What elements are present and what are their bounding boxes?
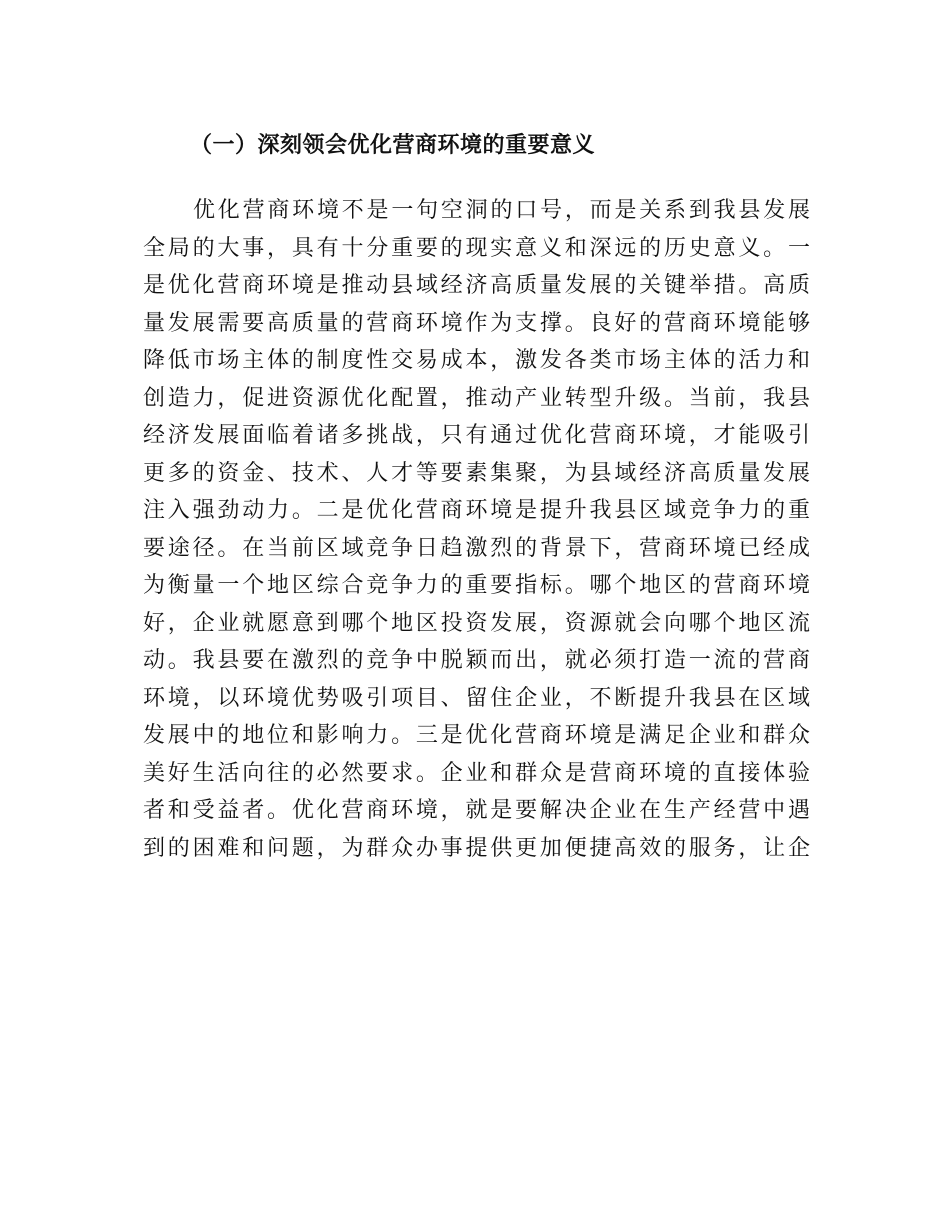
paragraph-line: 动。我县要在激烈的竞争中脱颖而出，就必须打造一流的营商 [143,648,810,673]
paragraph-line: 优化营商环境不是一句空洞的口号，而是关系到我县发展 [193,198,810,223]
paragraph-line: 美好生活向往的必然要求。企业和群众是营商环境的直接体验 [143,760,810,786]
paragraph-line: 全局的大事，具有十分重要的现实意义和深远的历史意义。一 [143,235,810,261]
body-paragraph [143,192,810,867]
paragraph-line: 环境，以环境优势吸引项目、留住企业，不断提升我县在区域 [143,685,810,711]
paragraph-line: 注入强劲动力。二是优化营商环境是提升我县区域竞争力的重 [143,498,810,523]
section-heading: （一）深刻领会优化营商环境的重要意义 [190,133,596,158]
paragraph-line: 者和受益者。优化营商环境，就是要解决企业在生产经营中遇 [143,798,810,823]
paragraph-line: 要途径。在当前区域竞争日趋激烈的背景下，营商环境已经成 [143,535,810,561]
paragraph-line: 好，企业就愿意到哪个地区投资发展，资源就会向哪个地区流 [143,610,810,636]
paragraph-line: 创造力，促进资源优化配置，推动产业转型升级。当前，我县 [143,385,810,411]
paragraph-line: 到的困难和问题，为群众办事提供更加便捷高效的服务，让企 [143,835,810,861]
paragraph-line: 量发展需要高质量的营商环境作为支撑。良好的营商环境能够 [143,310,810,336]
paragraph-line: 经济发展面临着诸多挑战，只有通过优化营商环境，才能吸引 [143,423,810,448]
paragraph-line: 降低市场主体的制度性交易成本，激发各类市场主体的活力和 [143,348,810,373]
paragraph-line: 为衡量一个地区综合竞争力的重要指标。哪个地区的营商环境 [143,573,810,598]
paragraph-line: 发展中的地位和影响力。三是优化营商环境是满足企业和群众 [143,723,810,748]
paragraph-line: 更多的资金、技术、人才等要素集聚，为县域经济高质量发展 [143,460,810,486]
paragraph-line: 是优化营商环境是推动县域经济高质量发展的关键举措。高质 [143,273,810,298]
